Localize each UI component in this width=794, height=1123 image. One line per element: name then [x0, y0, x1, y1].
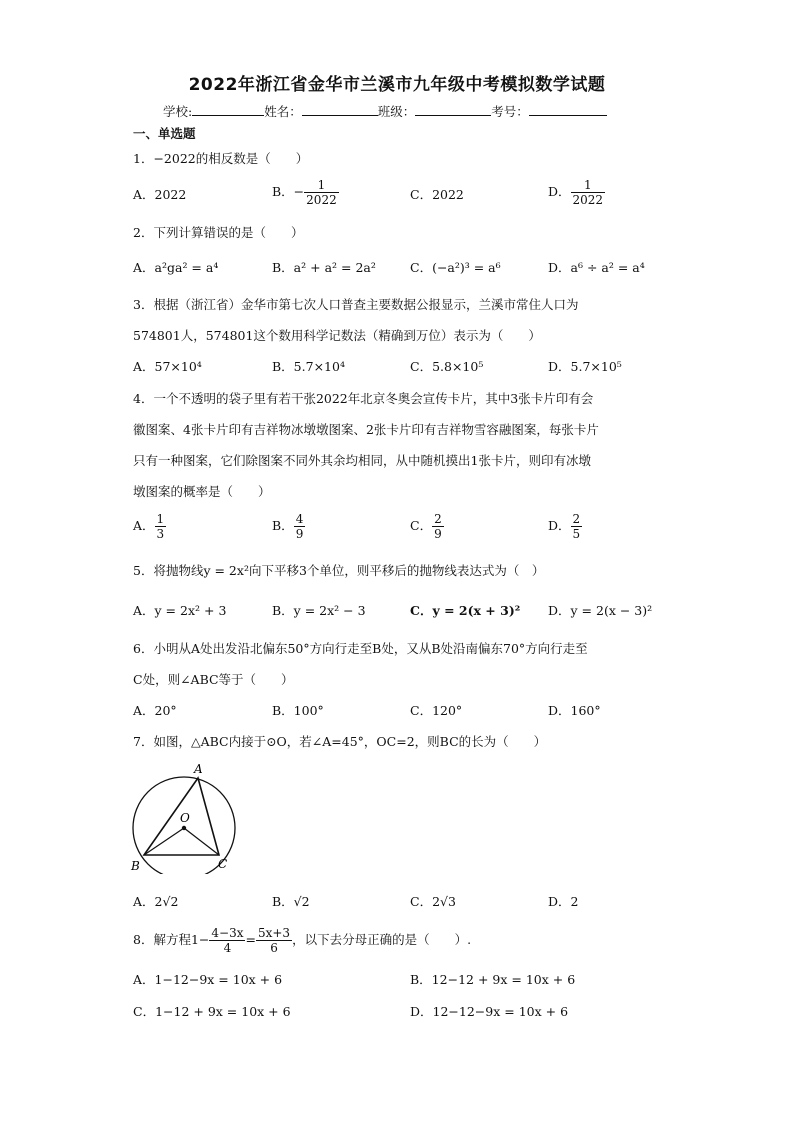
circle-triangle-figure: [128, 758, 240, 874]
q1-d-fraction: [571, 178, 606, 207]
q4-d-numerator: 2: [572, 512, 581, 526]
question-4-line-2: 徽图案、4张卡片印有吉祥物冰墩墩图案、2张卡片印有吉祥物雪容融图案，每张卡片: [133, 422, 599, 437]
q1-b-fraction: [304, 178, 339, 207]
name-label: 姓名：: [264, 104, 302, 119]
q5-option-a: A．y = 2x² + 3: [133, 603, 227, 618]
question-2-text: 2．下列计算错误的是（ ）: [133, 225, 304, 240]
q8-fraction-1: [209, 926, 245, 955]
q8-f1-numerator: 4−3x: [211, 926, 244, 940]
number-label: 考号：: [491, 104, 529, 119]
q4-b-numerator: 4: [295, 512, 304, 526]
q4-option-d: [548, 512, 582, 541]
q1-option-d: [548, 178, 605, 207]
question-8-text: [133, 926, 471, 955]
q8-f1-denominator: 4: [223, 941, 232, 955]
q4-a-fraction: [155, 512, 167, 541]
q8-fraction-2: [256, 926, 292, 955]
q4-option-c: [410, 512, 444, 541]
q2-option-c: C．(−a²)³ = a⁶: [410, 260, 501, 275]
center-point: [182, 826, 186, 830]
name-field[interactable]: [302, 103, 378, 116]
q8-prefix: 8．解方程1−: [133, 932, 210, 947]
q6-option-d: D．160°: [548, 703, 601, 718]
label-o: O: [180, 811, 190, 825]
q7-option-c: C．2√3: [410, 894, 456, 909]
q1-b-denominator: 2022: [306, 193, 337, 207]
q4-d-fraction: [571, 512, 583, 541]
q6-option-b: B．100°: [272, 703, 324, 718]
q7-option-d: D．2: [548, 894, 579, 909]
section-heading: 一、单选题: [133, 126, 196, 141]
label-b: B: [131, 859, 140, 873]
q5-option-c: C．y = 2(x + 3)²: [410, 603, 521, 618]
q8-option-c: C．1−12 + 9x = 10x + 6: [133, 1004, 291, 1019]
question-7-text: 7．如图，△ABC内接于⊙O，若∠A=45°，OC=2，则BC的长为（ ）: [133, 734, 547, 749]
question-6-line-1: 6．小明从A处出发沿北偏东50°方向行走至B处，又从B处沿南偏东70°方向行走至: [133, 641, 588, 656]
q4-c-denominator: 9: [434, 527, 442, 541]
q8-f2-numerator: 5x+3: [257, 926, 291, 940]
q4-a-prefix: A．: [133, 518, 155, 533]
question-3-line-2: 574801人，574801这个数用科学记数法（精确到万位）表示为（ ）: [133, 328, 541, 343]
q3-option-d: D．5.7×10⁵: [548, 359, 622, 374]
segment-oc: [184, 828, 219, 855]
q5-option-b: B．y = 2x² − 3: [272, 603, 366, 618]
number-field[interactable]: [529, 103, 607, 116]
q4-c-numerator: 2: [434, 512, 442, 526]
question-4-line-3: 只有一种图案，它们除图案不同外其余均相同，从中随机摸出1张卡片，则印有冰墩: [133, 453, 591, 468]
q4-c-fraction: [432, 512, 444, 541]
q8-option-a: A．1−12−9x = 10x + 6: [133, 972, 283, 987]
page-title: 2022年浙江省金华市兰溪市九年级中考模拟数学试题: [188, 75, 606, 95]
q4-b-prefix: B．: [272, 518, 294, 533]
q1-option-c: C．2022: [410, 187, 464, 202]
question-4-line-1: 4．一个不透明的袋子里有若干张2022年北京冬奥会宣传卡片，其中3张卡片印有会: [133, 391, 594, 406]
label-c: C: [218, 857, 228, 871]
class-field[interactable]: [415, 103, 491, 116]
q4-option-b: [272, 512, 305, 541]
question-5-text: 5．将抛物线y = 2x²向下平移3个单位，则平移后的抛物线表达式为（ ）: [133, 563, 545, 578]
q8-f2-denominator: 6: [270, 941, 278, 955]
q3-option-a: A．57×10⁴: [133, 359, 202, 374]
question-6-line-2: C处，则∠ABC等于（ ）: [133, 672, 294, 687]
q1-d-denominator: 2022: [572, 193, 604, 207]
q1-b-numerator: 1: [304, 178, 339, 193]
q4-option-a: [133, 512, 166, 541]
q7-option-a: A．2√2: [133, 894, 179, 909]
q4-d-denominator: 5: [572, 527, 581, 541]
q4-a-denominator: 3: [156, 527, 165, 541]
q7-option-b: B．√2: [272, 894, 310, 909]
q1-d-prefix: D．: [548, 184, 571, 199]
q4-b-fraction: [294, 512, 306, 541]
q4-d-prefix: D．: [548, 518, 571, 533]
question-3-line-1: 3．根据（浙江省）金华市第七次人口普查主要数据公报显示，兰溪市常住人口为: [133, 297, 579, 312]
label-a: A: [194, 762, 203, 776]
question-1-text: 1．−2022的相反数是（ ）: [133, 151, 309, 166]
q3-option-b: B．5.7×10⁴: [272, 359, 345, 374]
q3-option-c: C．5.8×10⁵: [410, 359, 484, 374]
q8-equals: =: [245, 932, 256, 947]
q1-option-b: [272, 178, 339, 207]
q8-suffix: ，以下去分母正确的是（ ）.: [292, 932, 472, 947]
q5-option-d: D．y = 2(x − 3)²: [548, 603, 653, 618]
q8-option-b: B．12−12 + 9x = 10x + 6: [410, 972, 576, 987]
school-label: 学校:: [163, 104, 193, 119]
q2-option-a: A．a²ga² = a⁴: [133, 260, 219, 275]
class-label: 班级：: [377, 104, 416, 119]
q4-b-denominator: 9: [295, 527, 304, 541]
q1-d-numerator: 1: [571, 178, 606, 193]
q2-option-b: B．a² + a² = 2a²: [272, 260, 376, 275]
q1-b-prefix: B．−: [272, 184, 305, 199]
student-info-line: [163, 102, 607, 120]
q6-option-a: A．20°: [133, 703, 177, 718]
segment-ob: [144, 828, 184, 855]
q8-option-d: D．12−12−9x = 10x + 6: [410, 1004, 569, 1019]
q4-a-numerator: 1: [156, 512, 165, 526]
school-field[interactable]: [192, 103, 264, 116]
question-4-line-4: 墩图案的概率是（ ）: [133, 484, 271, 499]
q2-option-d: D．a⁶ ÷ a² = a⁴: [548, 260, 645, 275]
q1-option-a: A．2022: [133, 187, 187, 202]
q4-c-prefix: C．: [410, 518, 433, 533]
q6-option-c: C．120°: [410, 703, 463, 718]
